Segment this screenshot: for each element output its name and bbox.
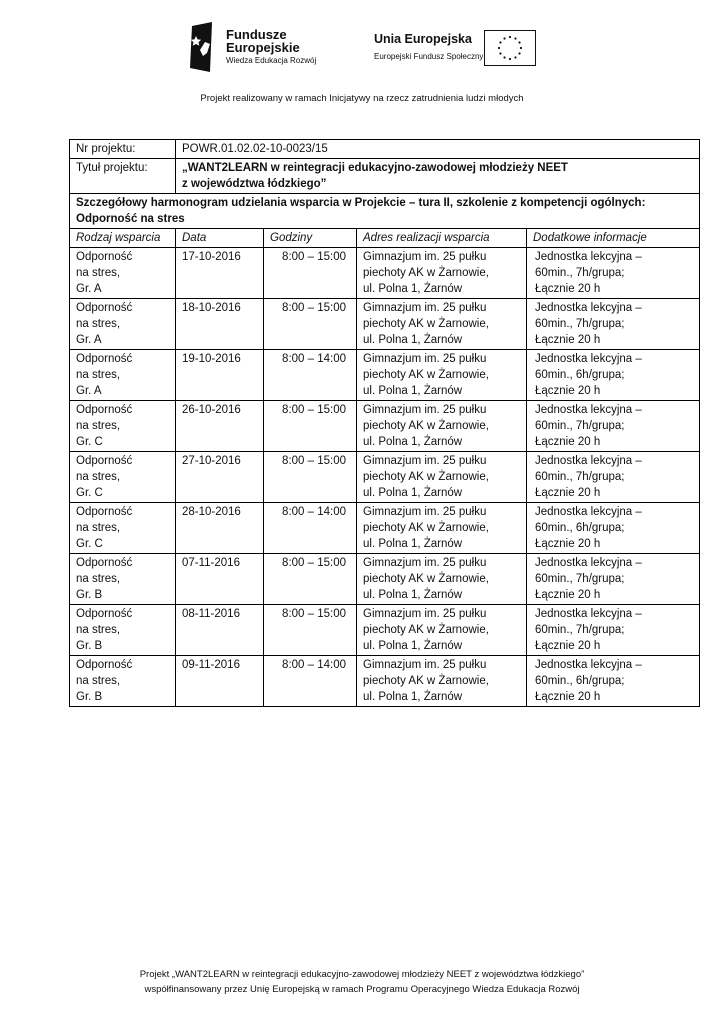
address-cell-line: piechoty AK w Żarnowie, [363,471,489,483]
info-cell-line: Jednostka lekcyjna – [535,557,642,569]
address-cell-line: ul. Polna 1, Żarnów [363,436,463,448]
table-row [70,452,700,503]
address-cell [357,299,527,350]
project-title-label: Tytuł projektu: [70,159,176,194]
address-cell [357,248,527,299]
support-type-cell-line: Odporność [76,506,133,518]
table-row [70,248,700,299]
address-cell-line: Gimnazjum im. 25 pułku [363,404,487,416]
address-cell-line: ul. Polna 1, Żarnów [363,640,463,652]
info-cell-line: 60min., 7h/grupa; [535,267,625,279]
support-type-cell [70,554,176,605]
address-cell-line: Gimnazjum im. 25 pułku [363,506,487,518]
address-cell-line: piechoty AK w Żarnowie, [363,624,489,636]
address-cell [357,554,527,605]
address-cell-line: piechoty AK w Żarnowie, [363,267,489,279]
address-cell [357,656,527,707]
support-type-cell-line: Odporność [76,353,133,365]
info-cell-line: Jednostka lekcyjna – [535,353,642,365]
info-cell [527,299,700,350]
date-cell: 07-11-2016 [176,554,264,605]
schedule-heading-line1: Szczegółowy harmonogram udzielania wsparcia w Projekcie – tura II, szkolenie z kompetencji ogólnych: [76,197,646,209]
info-cell-line: Jednostka lekcyjna – [535,506,642,518]
info-cell [527,350,700,401]
address-cell-line: piechoty AK w Żarnowie, [363,675,489,687]
eu-star-icon [509,58,511,60]
address-cell-line: ul. Polna 1, Żarnów [363,589,463,601]
eu-logo-title: Unia Europejska [374,32,472,46]
info-cell-line: 60min., 6h/grupa; [535,522,625,534]
info-cell [527,401,700,452]
date-cell: 19-10-2016 [176,350,264,401]
hours-cell: 8:00 – 15:00 [264,401,357,452]
info-cell-line: Łącznie 20 h [535,436,601,448]
hours-cell: 8:00 – 15:00 [264,248,357,299]
hours-cell: 8:00 – 14:00 [264,350,357,401]
date-cell: 28-10-2016 [176,503,264,554]
support-type-cell-line: Gr. B [76,640,103,652]
address-cell [357,401,527,452]
eu-star-icon [514,37,516,39]
address-cell-line: piechoty AK w Żarnowie, [363,522,489,534]
date-cell: 09-11-2016 [176,656,264,707]
info-cell-line: 60min., 7h/grupa; [535,471,625,483]
support-type-cell [70,299,176,350]
info-cell-line: Łącznie 20 h [535,385,601,397]
address-cell [357,350,527,401]
eu-star-icon [498,47,500,49]
support-type-cell [70,452,176,503]
column-header: Dodatkowe informacje [527,229,700,248]
support-type-cell [70,350,176,401]
date-cell: 17-10-2016 [176,248,264,299]
table-row [70,401,700,452]
info-cell-line: 60min., 7h/grupa; [535,420,625,432]
support-type-cell-line: Odporność [76,557,133,569]
eu-logo-subtitle: Europejski Fundusz Społeczny [374,52,484,61]
support-type-cell-line: Gr. A [76,283,102,295]
schedule-heading [70,194,700,229]
support-type-cell-line: Odporność [76,302,133,314]
info-cell-line: Jednostka lekcyjna – [535,251,642,263]
support-type-cell-line: na stres, [76,522,121,534]
schedule-heading-row [70,194,700,229]
address-cell-line: Gimnazjum im. 25 pułku [363,251,487,263]
support-type-cell-line: na stres, [76,369,121,381]
info-cell-line: Łącznie 20 h [535,691,601,703]
address-cell-line: Gimnazjum im. 25 pułku [363,353,487,365]
info-cell-line: 60min., 7h/grupa; [535,318,625,330]
eu-logo [352,32,542,72]
hours-cell: 8:00 – 14:00 [264,656,357,707]
support-type-cell [70,656,176,707]
schedule-table [69,139,700,707]
date-cell: 27-10-2016 [176,452,264,503]
info-cell-line: Łącznie 20 h [535,538,601,550]
project-number-value: POWR.01.02.02-10-0023/15 [176,140,700,159]
date-cell: 26-10-2016 [176,401,264,452]
address-cell [357,503,527,554]
info-cell-line: 60min., 6h/grupa; [535,675,625,687]
eu-star-icon [518,52,520,54]
support-type-cell [70,503,176,554]
table-row [70,605,700,656]
support-type-cell-line: na stres, [76,420,121,432]
date-cell: 18-10-2016 [176,299,264,350]
info-cell-line: Łącznie 20 h [535,589,601,601]
column-header: Godziny [264,229,357,248]
info-cell-line: Jednostka lekcyjna – [535,404,642,416]
address-cell-line: Gimnazjum im. 25 pułku [363,608,487,620]
info-cell-line: Łącznie 20 h [535,334,601,346]
fe-logo-subtitle: Wiedza Edukacja Rozwój [226,56,317,65]
support-type-cell-line: Odporność [76,608,133,620]
table-row [70,503,700,554]
address-cell [357,452,527,503]
support-type-cell-line: Gr. C [76,436,103,448]
table-row [70,350,700,401]
info-cell-line: Jednostka lekcyjna – [535,455,642,467]
hours-cell: 8:00 – 14:00 [264,503,357,554]
support-type-cell-line: Gr. C [76,487,103,499]
project-initiative-note: Projekt realizowany w ramach Inicjatywy na rzecz zatrudnienia ludzi młodych [200,93,524,104]
column-header: Data [176,229,264,248]
support-type-cell [70,401,176,452]
eu-star-icon [509,36,511,38]
table-row [70,299,700,350]
column-header: Rodzaj wsparcia [70,229,176,248]
address-cell-line: ul. Polna 1, Żarnów [363,283,463,295]
eu-star-icon [503,56,505,58]
address-cell-line: ul. Polna 1, Żarnów [363,538,463,550]
eu-star-icon [520,47,522,49]
address-cell-line: ul. Polna 1, Żarnów [363,385,463,397]
info-cell-line: Łącznie 20 h [535,283,601,295]
project-title-line2: z województwa łódzkiego” [182,178,327,190]
support-type-cell-line: na stres, [76,318,121,330]
support-type-cell-line: Odporność [76,251,133,263]
support-type-cell-line: Odporność [76,659,133,671]
address-cell [357,605,527,656]
project-title-row [70,159,700,194]
address-cell-line: ul. Polna 1, Żarnów [363,691,463,703]
project-title-line1: „WANT2LEARN w reintegracji edukacyjno-zawodowej młodzieży NEET [182,162,568,174]
eu-star-icon [499,52,501,54]
page-footer [0,967,724,997]
project-number-row [70,140,700,159]
eu-star-icon [518,41,520,43]
hours-cell: 8:00 – 15:00 [264,605,357,656]
info-cell [527,554,700,605]
info-cell-line: Łącznie 20 h [535,640,601,652]
address-cell-line: Gimnazjum im. 25 pułku [363,659,487,671]
hours-cell: 8:00 – 15:00 [264,554,357,605]
fundusze-europejskie-logo [186,22,326,74]
fe-logo-line1: Fundusze [226,27,287,42]
info-cell-line: Jednostka lekcyjna – [535,302,642,314]
project-title-value [176,159,700,194]
table-row [70,656,700,707]
support-type-cell-line: na stres, [76,471,121,483]
info-cell-line: 60min., 7h/grupa; [535,624,625,636]
info-cell [527,656,700,707]
address-cell-line: Gimnazjum im. 25 pułku [363,455,487,467]
column-header-row [70,229,700,248]
date-cell: 08-11-2016 [176,605,264,656]
eu-star-icon [503,37,505,39]
support-type-cell-line: na stres, [76,624,121,636]
schedule-heading-line2: Odporność na stres [76,213,185,225]
logo-bar [186,22,546,74]
eu-star-icon [514,56,516,58]
table-row [70,554,700,605]
support-type-cell-line: Gr. B [76,691,103,703]
info-cell-line: Jednostka lekcyjna – [535,659,642,671]
address-cell-line: piechoty AK w Żarnowie, [363,420,489,432]
footer-line1: Projekt „WANT2LEARN w reintegracji edukacyjno-zawodowej młodzieży NEET z województwa łódzkiego” [139,969,585,980]
info-cell-line: Łącznie 20 h [535,487,601,499]
address-cell-line: ul. Polna 1, Żarnów [363,487,463,499]
eu-star-icon [499,41,501,43]
address-cell-line: ul. Polna 1, Żarnów [363,334,463,346]
support-type-cell-line: Gr. B [76,589,103,601]
address-cell-line: piechoty AK w Żarnowie, [363,573,489,585]
support-type-cell-line: Gr. A [76,334,102,346]
fe-logo-title [226,28,300,54]
column-header: Adres realizacji wsparcia [357,229,527,248]
support-type-cell-line: na stres, [76,675,121,687]
project-number-label: Nr projektu: [70,140,176,159]
address-cell-line: piechoty AK w Żarnowie, [363,318,489,330]
footer-line2: współfinansowany przez Unię Europejską w ramach Programu Operacyjnego Wiedza Edukacja Rozwój [144,984,580,995]
info-cell [527,605,700,656]
fundusze-europejskie-mark-icon [188,22,218,74]
info-cell [527,248,700,299]
info-cell [527,452,700,503]
support-type-cell [70,248,176,299]
support-type-cell-line: na stres, [76,267,121,279]
info-cell-line: 60min., 6h/grupa; [535,369,625,381]
info-cell-line: 60min., 7h/grupa; [535,573,625,585]
support-type-cell [70,605,176,656]
support-type-cell-line: Odporność [76,455,133,467]
support-type-cell-line: na stres, [76,573,121,585]
support-type-cell-line: Gr. A [76,385,102,397]
info-cell [527,503,700,554]
hours-cell: 8:00 – 15:00 [264,299,357,350]
address-cell-line: Gimnazjum im. 25 pułku [363,302,487,314]
support-type-cell-line: Odporność [76,404,133,416]
support-type-cell-line: Gr. C [76,538,103,550]
fe-logo-line2: Europejskie [226,40,300,55]
hours-cell: 8:00 – 15:00 [264,452,357,503]
address-cell-line: piechoty AK w Żarnowie, [363,369,489,381]
address-cell-line: Gimnazjum im. 25 pułku [363,557,487,569]
eu-flag-icon [484,30,536,66]
info-cell-line: Jednostka lekcyjna – [535,608,642,620]
